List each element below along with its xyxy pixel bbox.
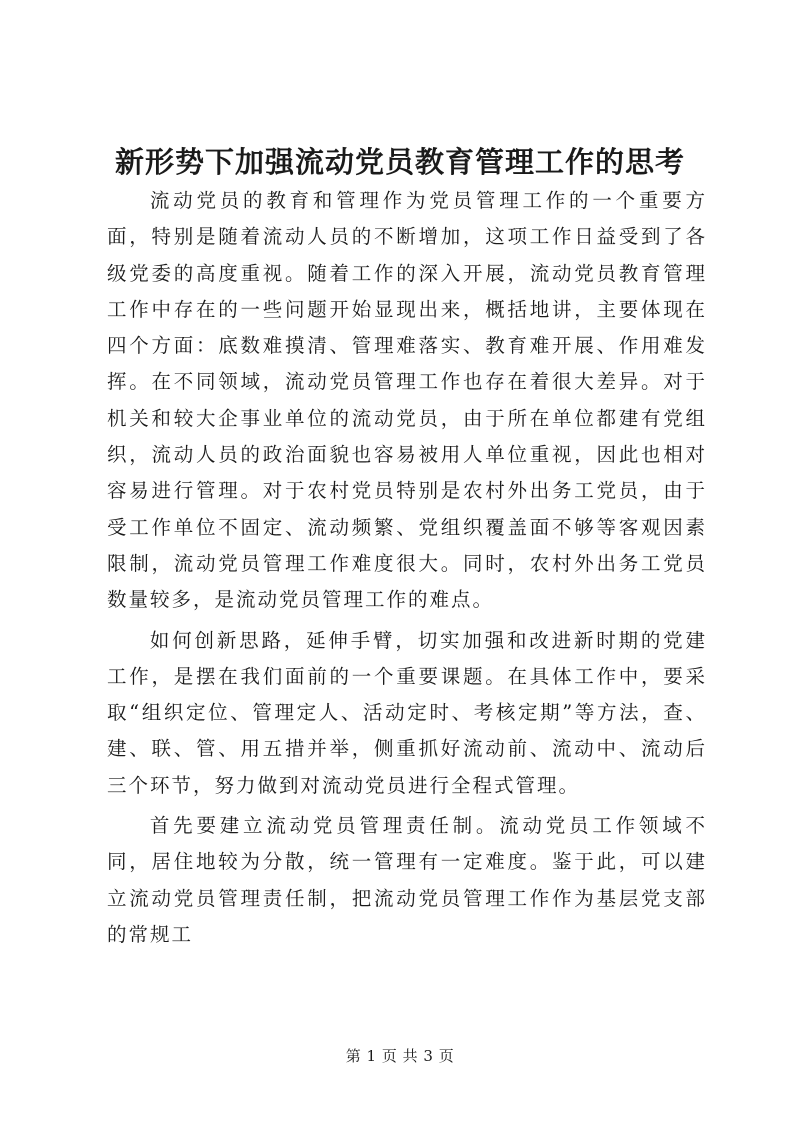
paragraph-3: 首先要建立流动党员管理责任制。流动党员工作领域不同，居住地较为分散，统一管理有一定难度。鉴于此，可以建立流动党员管理责任制，把流动党员管理工作作为基层党支部的常规工 — [107, 814, 707, 946]
document-title: 新形势下加强流动党员教育管理工作的思考 — [114, 145, 685, 179]
page-number-footer: 第 1 页 共 3 页 — [345, 1047, 455, 1065]
paragraph-1: 流动党员的教育和管理作为党员管理工作的一个重要方面，特别是随着流动人员的不断增加，这项工作日益受到了各级党委的高度重视。随着工作的深入开展，流动党员教育管理工作中存在的一些问题开始显现出来，概括地讲，主要体现在四个方面：底数难摸清、管理难落实、教育难开展、作用难发挥。在不同领域，流动党员管理工作也存在着很大差异。对于机关和较大企事业单位的流动党员，由于所在单位都建有党组织，流动人员的政治面貌也容易被用人单位重视，因此也相对容易进行管理。对于农村党员特别是农村外出务工党员，由于受工作单位不固定、流动频繁、党组织覆盖面不够等客观因素限制，流动党员管理工作难度很大。同时，农村外出务工党员数量较多，是流动党员管理工作的难点。 — [107, 189, 707, 612]
paragraph-2: 如何创新思路，延伸手臂，切实加强和改进新时期的党建工作，是摆在我们面前的一个重要课题。在具体工作中，要采取“组织定位、管理定人、活动定时、考核定期”等方法，查、建、联、管、用五措并举，侧重抓好流动前、流动中、流动后三个环节，努力做到对流动党员进行全程式管理。 — [107, 628, 707, 797]
document-body — [107, 183, 707, 953]
